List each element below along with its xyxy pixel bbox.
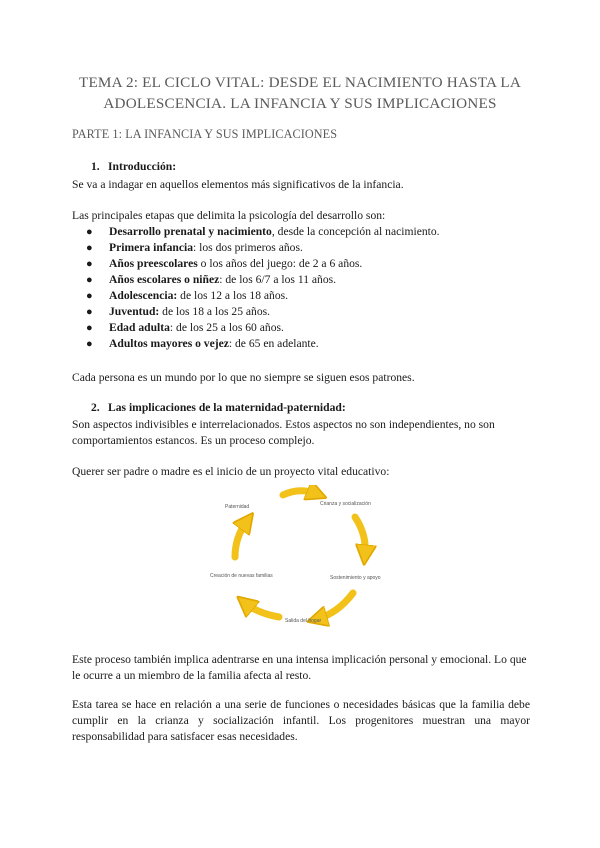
stage-desc: : los dos primeros años. <box>193 241 303 254</box>
list-item <box>86 320 440 336</box>
stage-term: Desarrollo prenatal y nacimiento <box>109 225 272 238</box>
cycle-arrow <box>317 593 353 619</box>
list-item <box>86 272 440 288</box>
stage-desc: : de los 6/7 a los 11 años. <box>219 273 337 286</box>
cycle-arrow <box>245 603 279 617</box>
section2-heading <box>91 401 346 414</box>
stage-desc: o los años del juego: de 2 a 6 años. <box>197 257 363 270</box>
cycle-arrow <box>355 517 365 555</box>
project-intro: Querer ser padre o madre es el inicio de un proyecto vital educativo: <box>72 465 390 478</box>
cycle-arrow <box>283 491 317 495</box>
bullet-icon: ● <box>86 290 93 302</box>
list-item <box>86 256 440 272</box>
cycle-label-support: Sostenimiento y apoyo <box>330 575 381 581</box>
bullet-icon: ● <box>86 258 93 270</box>
cycle-label-leaving-home: Salida del hogar <box>285 618 322 624</box>
section1-text: Se va a indagar en aquellos elementos más significativos de la infancia. <box>72 178 404 191</box>
list-item <box>86 288 440 304</box>
stage-desc: de los 12 a los 18 años. <box>177 289 289 302</box>
section1-number: 1. <box>91 160 100 173</box>
list-item <box>86 240 440 256</box>
cycle-label-upbringing: Crianza y socialización <box>320 501 371 507</box>
stage-desc: de los 18 a los 25 años. <box>159 305 271 318</box>
bullet-icon: ● <box>86 322 93 334</box>
functions-paragraph: Esta tarea se hace en relación a una serie de funciones o necesidades básicas que la familia debe cumplir en la crianza y socialización infantil. Los progenitores muestran una mayor responsabilidad para satisfacer esas necesidades. <box>72 698 530 743</box>
cycle-label-new-families: Creación de nuevas familias <box>210 573 273 579</box>
stage-term: Edad adulta <box>109 321 170 334</box>
stage-term: Primera infancia <box>109 241 194 254</box>
stage-desc: : de 65 en adelante. <box>228 337 319 350</box>
stage-term: Adultos mayores o vejez <box>109 337 229 350</box>
bullet-icon: ● <box>86 226 93 238</box>
cycle-label-paternity: Paternidad <box>225 504 250 510</box>
section2-text: Son aspectos indivisibles e interrelacionados. Estos aspectos no son independientes, no son comportamientos estancos. Es un proceso complejo. <box>72 418 495 447</box>
stage-desc: , desde la concepción al nacimiento. <box>271 225 440 238</box>
stages-intro: Las principales etapas que delimita la psicología del desarrollo son: <box>72 209 386 222</box>
section2-number: 2. <box>91 401 100 414</box>
section1-closing: Cada persona es un mundo por lo que no siempre se siguen esos patrones. <box>72 371 415 384</box>
stage-term: Adolescencia: <box>109 289 178 302</box>
section1-title: Introducción: <box>108 160 177 173</box>
stage-term: Juventud: <box>109 305 160 318</box>
list-item <box>86 224 440 240</box>
document-title: TEMA 2: EL CICLO VITAL: DESDE EL NACIMIENTO HASTA LA ADOLESCENCIA. LA INFANCIA Y SUS IMPLICACIONES <box>78 74 522 112</box>
section1-heading <box>91 160 176 173</box>
list-item <box>86 304 440 320</box>
cycle-arrow <box>235 521 247 557</box>
stages-list <box>86 224 440 352</box>
section2-title: Las implicaciones de la maternidad-paternidad: <box>108 401 346 414</box>
stage-term: Años preescolares <box>109 257 198 270</box>
bullet-icon: ● <box>86 306 93 318</box>
involvement-paragraph: Este proceso también implica adentrarse en una intensa implicación personal y emocional. Lo que le ocurre a un miembro de la familia afecta al resto. <box>72 653 527 682</box>
stage-desc: : de los 25 a los 60 años. <box>169 321 284 334</box>
bullet-icon: ● <box>86 242 93 254</box>
life-cycle-diagram <box>205 485 405 640</box>
bullet-icon: ● <box>86 274 93 286</box>
bullet-icon: ● <box>86 338 93 350</box>
part-heading: PARTE 1: LA INFANCIA Y SUS IMPLICACIONES <box>72 127 338 141</box>
stage-term: Años escolares o niñez <box>109 273 220 286</box>
list-item <box>86 336 440 352</box>
